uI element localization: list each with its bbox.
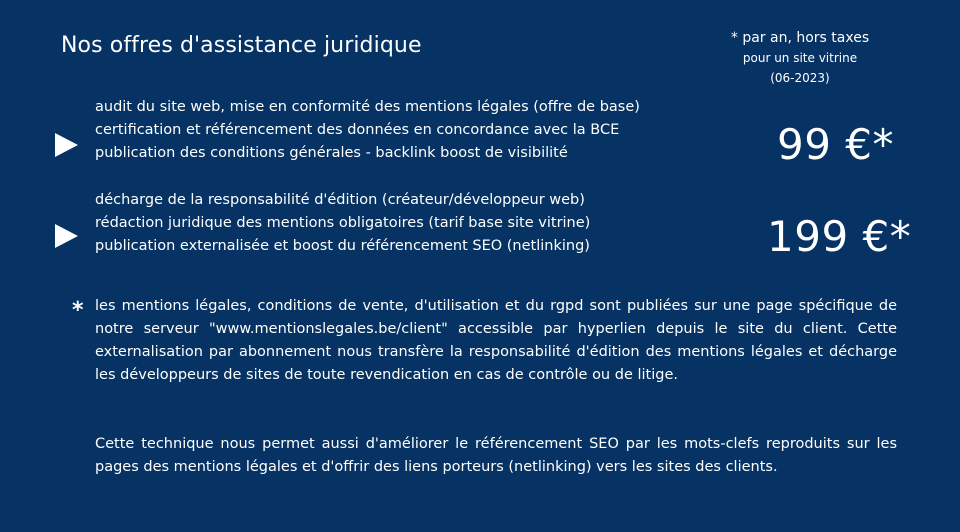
pricing-note-scope: pour un site vitrine (742, 51, 858, 65)
pricing-note (730, 28, 870, 88)
offer-extended-price: 199 €* (767, 212, 912, 261)
footnote-asterisk: * (72, 298, 84, 323)
offer-basic-features (95, 96, 640, 165)
pricing-note-date: (06-2023) (770, 71, 830, 85)
footnote-paragraph-seo: Cette technique nous permet aussi d'améliorer le référencement SEO par les mots-clefs reproduits sur les pages des mentions légales et d'offrir des liens porteurs (netlinking) vers les sites des clients. (95, 436, 897, 475)
offer-feature: rédaction juridique des mentions obligatoires (tarif base site vitrine) (95, 215, 591, 231)
play-triangle-icon (55, 133, 78, 157)
offer-feature: publication des conditions générales - backlink boost de visibilité (95, 145, 568, 161)
offer-extended-features (95, 189, 590, 258)
play-triangle-icon (55, 224, 78, 248)
offer-feature: audit du site web, mise en conformité des mentions légales (offre de base) (95, 99, 640, 115)
footnote-paragraph: les mentions légales, conditions de vente, d'utilisation et du rgpd sont publiées sur une page spécifique de notre serveur "www.mentionslegales.be/client" accessible par hyperlien depuis le site du client. Cette externalisation par abonnement nous transfère la responsabilité d'édition des mentions légales et décharge les développeurs de sites de toute revendication en cas de contrôle ou de litige. (95, 298, 897, 383)
offer-feature: publication externalisée et boost du référencement SEO (netlinking) (95, 238, 590, 254)
offer-feature: décharge de la responsabilité d'édition (créateur/développeur web) (95, 192, 585, 208)
offer-basic-price: 99 €* (777, 120, 895, 169)
pricing-note-period: * par an, hors taxes (730, 30, 870, 46)
offer-feature: certification et référencement des données en concordance avec la BCE (95, 122, 620, 138)
page-title: Nos offres d'assistance juridique (61, 33, 422, 58)
